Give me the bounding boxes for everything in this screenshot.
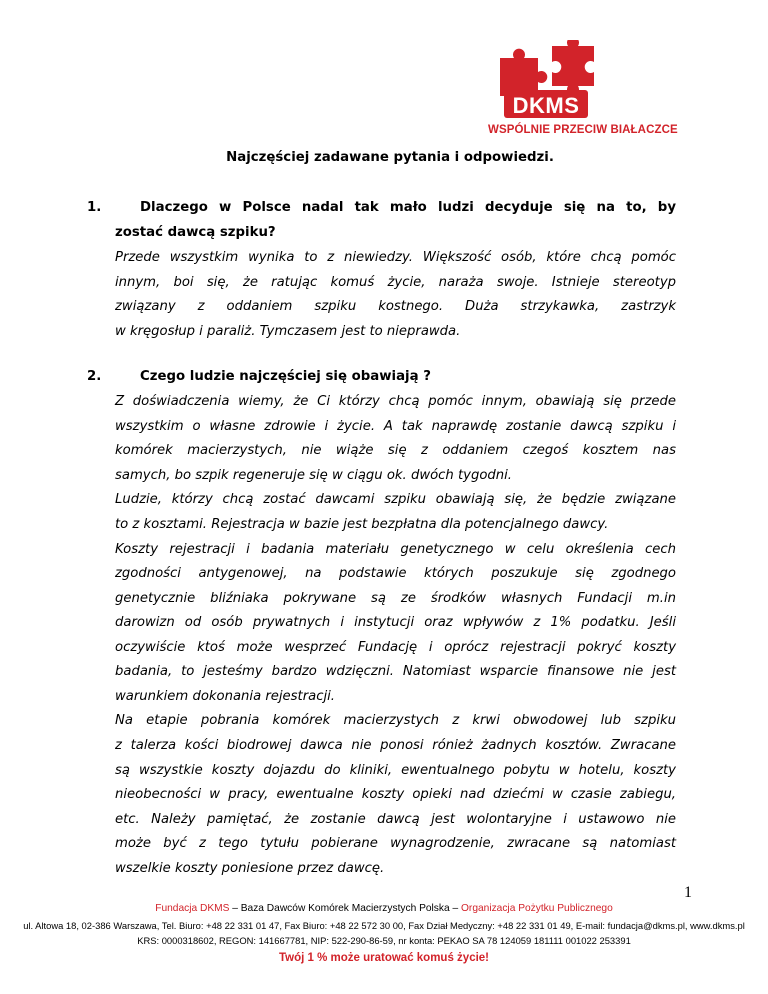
puzzle-pieces-icon (494, 40, 614, 122)
answer-line: Koszty rejestracji i badania materiału genetycznego w celu określenia cech (115, 542, 676, 557)
answer-line: innym, boi się, że ratując komuś życie, naraża swoje. Istnieje stereotyp (115, 275, 676, 290)
question-heading: Dlaczego w Polsce nadal tak mało ludzi decyduje się na to, by (140, 200, 676, 215)
answer-line: Przede wszystkim wynika to z niewiedzy. Większość osób, które chcą pomóc (115, 250, 676, 265)
footer-registry: KRS: 0000318602, REGON: 141667781, NIP: 522-290-86-59, nr konta: PEKAO SA 78 124059 181111 001022 253391 (137, 935, 631, 946)
question-heading: Czego ludzie najczęściej się obawiają ? (140, 369, 431, 384)
answer-line: warunkiem dokonania rejestracji. (115, 689, 335, 704)
answer-line: wszelkie koszty poniesione przez dawcę. (115, 861, 385, 876)
page-title: Najczęściej zadawane pytania i odpowiedzi. (226, 150, 554, 165)
footer-org-name: Fundacja DKMS (155, 903, 230, 914)
question-number: 1. (87, 200, 102, 215)
answer-line: darowizn od osób prywatnych i instytucji oraz wpływów z 1% podatku. Jeśli (115, 615, 676, 630)
footer-slogan: Twój 1 % może uratować komuś życie! (278, 952, 490, 964)
answer-line: może być z tego tytułu pobierane wynagrodzenie, zwracane są natomiast (115, 836, 676, 851)
page-number: 1 (684, 884, 692, 901)
answer-line: oczywiście ktoś może wesprzeć Fundację i oprócz rejestracji pokryć koszty (115, 640, 676, 655)
answer-line: Na etapie pobrania komórek macierzystych z krwi obwodowej lub szpiku (115, 713, 676, 728)
footer-org-line (0, 903, 768, 914)
footer-address: ul. Altowa 18, 02-386 Warszawa, Tel. Biuro: +48 22 331 01 47, Fax Biuro: +48 22 572 30 00, Fax Dział Medyczny: +48 22 331 01 49, E-mail: fundacja@dkms.pl, www.dkms.pl (23, 920, 745, 931)
answer-line: badania, to jesteśmy bardzo wdzięczni. Natomiast wsparcie finansowe nie jest (115, 664, 676, 679)
answer-line: to z kosztami. Rejestracja w bazie jest bezpłatna dla potencjalnego dawcy. (115, 517, 609, 532)
answer-line: genetycznie bliźniaka pokrywane są ze środków własnych Fundacji m.in (115, 591, 676, 606)
answer-line: samych, bo szpik regeneruje się w ciągu ok. dwóch tygodni. (115, 468, 512, 483)
footer-org-status: Organizacja Pożytku Publicznego (461, 903, 613, 914)
answer-line: komórek macierzystych, nie wiąże się z oddaniem czegoś kosztem nas (115, 443, 676, 458)
logo-brand: DKMS (512, 93, 580, 118)
question-number: 2. (87, 369, 102, 384)
logo-tagline: WSPÓLNIE PRZECIW BIAŁACZCE (488, 124, 678, 136)
answer-line: wszystkim o własne zdrowie i życie. A tak naprawdę zostanie dawcą szpiku i (115, 419, 676, 434)
answer-line: są wszystkie koszty dojazdu do kliniki, ewentualnego pobytu w hotelu, koszty (115, 763, 676, 778)
answer-line: z talerza kości biodrowej dawca nie ponosi rónież żadnych kosztów. Zwracane (115, 738, 676, 753)
answer-line: etc. Należy pamiętać, że zostanie dawcą jest wolontaryjne i ustawowo nie (115, 812, 676, 827)
question-heading-continued: zostać dawcą szpiku? (115, 225, 276, 240)
answer-line: Z doświadczenia wiemy, że Ci którzy chcą pomóc innym, obawiają się przede (115, 394, 676, 409)
footer-org-description: – Baza Dawców Komórek Macierzystych Polska – (229, 903, 461, 914)
answer-line: zgodności antygenowej, na podstawie których poszukuje się zgodnego (115, 566, 676, 581)
answer-line: w kręgosłup i paraliż. Tymczasem jest to nieprawda. (115, 324, 461, 339)
answer-line: Ludzie, którzy chcą zostać dawcami szpiku obawiają się, że będzie związane (115, 492, 676, 507)
answer-line: nieobecności w pracy, ewentualne koszty opieki nad dziećmi w czasie zabiegu, (115, 787, 676, 802)
answer-line: związany z oddaniem szpiku kostnego. Duża strzykawka, zastrzyk (115, 299, 676, 314)
dkms-logo (488, 40, 688, 145)
